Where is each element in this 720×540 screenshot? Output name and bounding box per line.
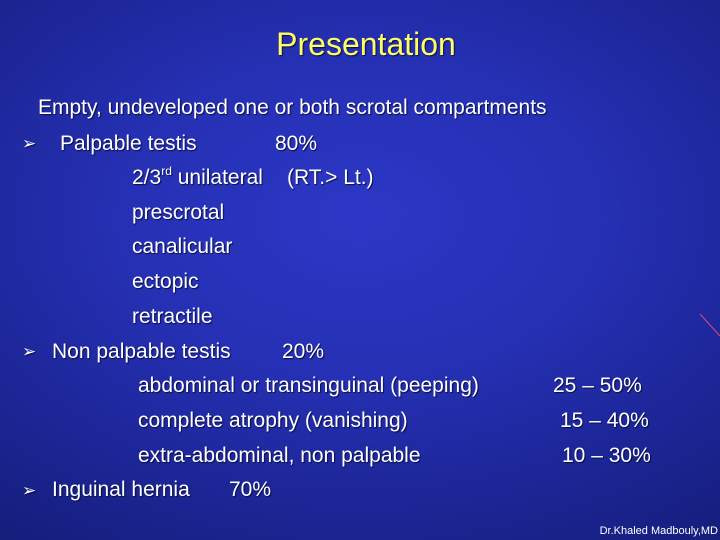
palpable-type: retractile	[132, 305, 213, 328]
non-palpable-row-label: abdominal or transinguinal (peeping)	[138, 374, 479, 397]
decorative-streak-line	[700, 314, 720, 336]
non-palpable-label: Non palpable testis	[52, 340, 231, 363]
palpable-fraction-line	[132, 166, 263, 190]
unilateral-label: unilateral	[177, 166, 263, 189]
arrow-bullet-icon: ➢	[22, 481, 37, 500]
non-palpable-row-range: 25 – 50%	[553, 374, 642, 397]
palpable-type: ectopic	[132, 270, 199, 293]
palpable-type: prescrotal	[132, 201, 225, 224]
hernia-percent: 70%	[229, 478, 272, 501]
palpable-type: canalicular	[132, 235, 233, 258]
author-credit: Dr.Khaled Madbouly,MD	[599, 525, 718, 537]
fraction-value: 2/3	[132, 166, 162, 189]
intro-line: Empty, undeveloped one or both scrotal compartments	[38, 96, 547, 119]
side-note: (RT.> Lt.)	[287, 166, 374, 189]
non-palpable-row-range: 10 – 30%	[562, 444, 651, 467]
palpable-label: Palpable testis	[60, 132, 197, 155]
hernia-label: Inguinal hernia	[52, 478, 190, 501]
non-palpable-row-label: complete atrophy (vanishing)	[138, 409, 408, 432]
arrow-bullet-icon: ➢	[22, 342, 37, 361]
non-palpable-row-range: 15 – 40%	[560, 409, 649, 432]
fraction-superscript: rd	[161, 164, 172, 178]
decorative-streak	[698, 300, 720, 340]
arrow-bullet-icon: ➢	[22, 134, 37, 153]
slide-title: Presentation	[276, 26, 456, 62]
non-palpable-percent: 20%	[282, 340, 325, 363]
palpable-percent: 80%	[275, 132, 318, 155]
non-palpable-row-label: extra-abdominal, non palpable	[138, 444, 421, 467]
